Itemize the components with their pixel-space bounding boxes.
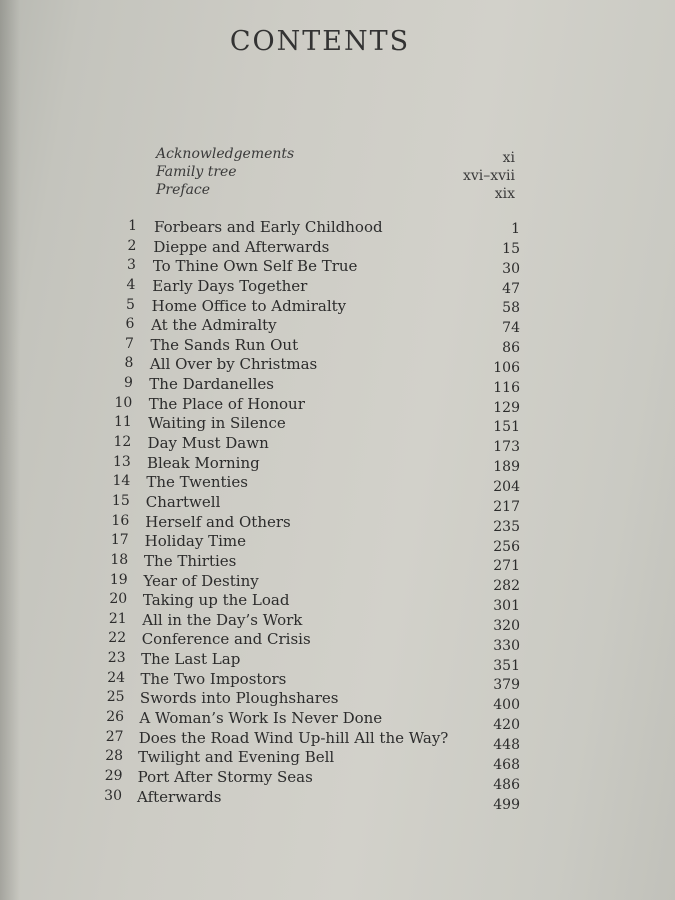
chapter-page: 499 — [493, 796, 520, 813]
chapter-title: All Over by Christmas — [149, 355, 318, 374]
chapter-page: 301 — [493, 598, 520, 615]
front-matter-page: xix — [494, 186, 515, 202]
chapter-title: A Woman’s Work Is Never Done — [139, 709, 383, 728]
chapter-page: 468 — [493, 756, 520, 773]
chapter-number: 5 — [126, 296, 135, 313]
front-matter-list — [0, 146, 675, 200]
chapter-page: 58 — [502, 300, 520, 317]
chapter-page: 15 — [502, 240, 520, 257]
chapter-number: 20 — [109, 591, 128, 608]
chapter-page: 271 — [493, 558, 520, 575]
chapter-number: 15 — [111, 492, 130, 509]
chapter-row — [0, 277, 675, 297]
chapter-number: 7 — [124, 335, 134, 352]
chapter-number: 16 — [111, 512, 130, 529]
chapter-page: 400 — [493, 697, 520, 714]
chapter-title: Taking up the Load — [142, 591, 290, 610]
chapter-page: 217 — [493, 498, 520, 515]
page-title: CONTENTS — [229, 26, 411, 57]
chapter-page: 448 — [493, 737, 520, 754]
chapter-title: Does the Road Wind Up-hill All the Way? — [138, 728, 449, 747]
chapter-page: 86 — [502, 340, 520, 357]
chapter-row — [0, 532, 675, 555]
chapter-title: Early Days Together — [152, 276, 308, 295]
chapter-title: The Last Lap — [141, 650, 241, 669]
chapter-number: 13 — [112, 453, 131, 470]
front-matter-label: Family tree — [156, 164, 237, 180]
chapter-row — [0, 767, 675, 793]
chapter-number: 3 — [127, 257, 136, 274]
chapter-number: 4 — [126, 276, 136, 293]
chapter-title: Port After Stormy Seas — [137, 767, 313, 786]
chapter-number: 18 — [110, 551, 129, 568]
chapter-title: The Sands Run Out — [150, 335, 299, 354]
front-matter-row — [0, 146, 675, 164]
chapter-title: Forbears and Early Childhood — [154, 218, 383, 236]
chapter-row — [0, 709, 675, 734]
chapter-title: Twilight and Evening Bell — [138, 748, 335, 767]
chapter-number: 27 — [105, 728, 124, 745]
chapter-title: The Twenties — [146, 473, 248, 492]
chapter-row — [0, 434, 675, 454]
chapter-number: 12 — [113, 434, 132, 451]
chapter-row — [0, 238, 675, 258]
chapter-number: 22 — [108, 630, 127, 647]
front-matter-page: xi — [502, 150, 515, 166]
chapter-page: 486 — [493, 776, 520, 793]
chapter-number: 8 — [124, 355, 134, 372]
chapter-page: 151 — [493, 419, 520, 436]
chapter-page: 330 — [493, 637, 520, 654]
chapter-title: The Thirties — [144, 551, 237, 570]
chapter-page: 320 — [493, 617, 520, 634]
chapter-row — [0, 336, 675, 356]
chapter-row — [0, 297, 675, 317]
chapter-title: The Place of Honour — [148, 394, 305, 413]
chapter-number: 28 — [105, 748, 124, 765]
chapter-title: At the Admiralty — [151, 316, 277, 335]
chapter-page: 282 — [493, 578, 520, 595]
chapter-page: 235 — [493, 518, 520, 535]
front-matter-label: Preface — [156, 182, 211, 198]
front-matter-page: xvi–xvii — [462, 168, 515, 184]
chapter-page: 189 — [493, 459, 520, 476]
chapter-title: Holiday Time — [144, 532, 247, 551]
chapter-title: Herself and Others — [145, 512, 291, 531]
chapter-page: 379 — [493, 677, 520, 694]
chapter-row — [0, 375, 675, 395]
chapter-title: The Dardanelles — [149, 375, 274, 394]
chapter-row — [0, 316, 675, 336]
chapter-number: 30 — [104, 787, 122, 804]
chapter-row — [0, 454, 675, 474]
chapter-row — [0, 748, 675, 773]
front-matter-row — [0, 182, 675, 200]
chapter-row — [0, 513, 675, 533]
chapter-row — [0, 218, 675, 238]
chapter-row — [0, 610, 675, 634]
chapter-number: 11 — [113, 414, 132, 431]
chapter-page: 351 — [493, 657, 520, 674]
chapter-row — [0, 355, 675, 375]
chapter-number: 2 — [127, 237, 137, 254]
chapter-page: 30 — [502, 260, 520, 277]
chapter-row — [0, 551, 675, 575]
chapter-number: 6 — [125, 316, 135, 333]
chapter-title: To Thine Own Self Be True — [152, 257, 358, 276]
chapter-number: 17 — [110, 532, 129, 549]
chapter-number: 19 — [109, 571, 128, 588]
chapter-row — [0, 493, 675, 513]
chapter-title: Home Office to Admiralty — [151, 296, 347, 315]
chapter-row — [0, 650, 675, 674]
chapter-title: Swords into Ploughshares — [139, 689, 339, 708]
chapter-row — [0, 473, 675, 496]
chapter-number: 1 — [128, 218, 137, 234]
chapter-number: 21 — [108, 610, 127, 627]
chapter-title: Waiting in Silence — [148, 414, 286, 433]
chapter-page: 106 — [493, 359, 520, 376]
chapter-row — [0, 414, 675, 434]
chapter-page: 256 — [493, 538, 520, 555]
chapter-list — [0, 218, 675, 813]
chapter-row — [0, 395, 675, 415]
chapter-row — [0, 689, 675, 714]
chapter-number: 14 — [112, 473, 131, 490]
chapter-title: The Two Impostors — [140, 669, 287, 688]
chapter-title: Year of Destiny — [143, 571, 259, 590]
chapter-number: 29 — [104, 767, 123, 784]
chapter-number: 9 — [123, 375, 133, 392]
chapter-row — [0, 257, 675, 277]
chapter-number: 23 — [107, 650, 126, 667]
chapter-page: 74 — [502, 320, 520, 337]
chapter-page: 420 — [493, 717, 520, 734]
chapter-page: 129 — [493, 399, 520, 416]
chapter-title: Conference and Crisis — [141, 630, 311, 649]
chapter-title: Dieppe and Afterwards — [153, 237, 330, 256]
chapter-number: 10 — [114, 394, 133, 411]
chapter-row — [0, 669, 675, 694]
front-matter-label: Acknowledgements — [156, 146, 295, 162]
chapter-page: 1 — [511, 221, 520, 237]
chapter-page: 204 — [493, 479, 520, 496]
chapter-number: 26 — [106, 709, 125, 726]
chapter-page: 47 — [502, 280, 520, 297]
chapter-number: 24 — [107, 669, 126, 686]
chapter-row — [0, 571, 675, 595]
chapter-title: All in the Day’s Work — [142, 610, 303, 629]
chapter-title: Bleak Morning — [146, 453, 260, 472]
chapter-row — [0, 591, 675, 615]
chapter-row — [0, 630, 675, 654]
chapter-page: 173 — [493, 439, 520, 456]
chapter-row — [0, 728, 675, 754]
chapter-title: Afterwards — [137, 787, 222, 806]
chapter-page: 116 — [493, 379, 520, 396]
chapter-row — [0, 787, 675, 813]
chapter-title: Chartwell — [145, 492, 221, 511]
chapter-number: 25 — [106, 689, 125, 706]
chapter-title: Day Must Dawn — [147, 434, 269, 453]
front-matter-row — [0, 164, 675, 182]
